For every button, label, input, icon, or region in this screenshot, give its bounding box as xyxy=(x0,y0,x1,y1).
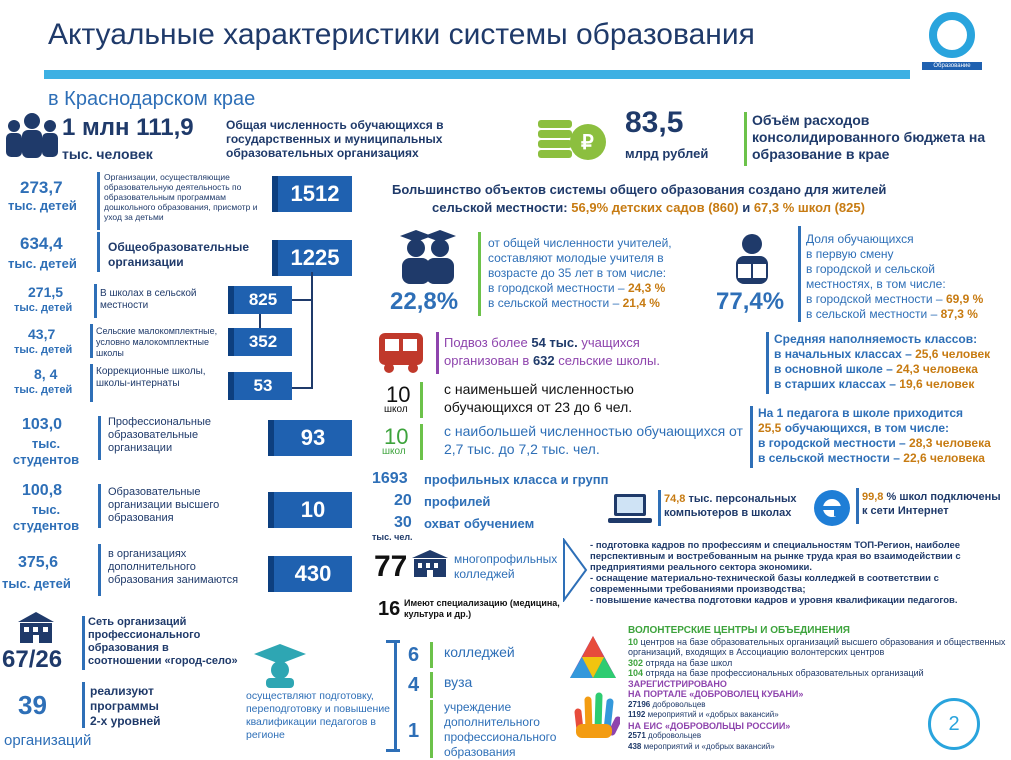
big-schools-divider xyxy=(420,424,423,460)
logo-ring-icon xyxy=(929,12,975,58)
row4-desc: Коррекционные школы, школы-интернаты xyxy=(96,366,206,389)
first-shift-l1: Доля обучающихся xyxy=(806,232,914,246)
volunteers-portal1: НА ПОРТАЛЕ «ДОБРОВОЛЕЦ КУБАНИ» xyxy=(628,689,804,699)
orgs39-t4: организаций xyxy=(4,732,92,749)
orgs39-t1: реализуют xyxy=(90,684,154,698)
logo xyxy=(922,12,982,90)
row3-divider xyxy=(90,324,93,358)
trainer2-num: 4 xyxy=(408,674,420,696)
rural-p2: 67,3 % школ (825) xyxy=(753,200,865,215)
people-icon xyxy=(4,112,60,158)
volunteers-l1n: 10 xyxy=(628,636,639,647)
school-building-icon xyxy=(16,610,56,644)
bus-v3: 632 xyxy=(532,353,555,368)
volunteer-hand-icon xyxy=(572,690,620,740)
volunteers-reg: ЗАРЕГИСТРИРОВАНО xyxy=(628,678,727,689)
graduates-icon xyxy=(396,228,460,284)
row7-badge: 430 xyxy=(268,556,352,592)
per-teacher-v1: 28,3 человека xyxy=(909,436,991,450)
row5-badge: 93 xyxy=(268,420,352,456)
row3-desc: Сельские малокомплектные, условно малокомплектные школы xyxy=(96,326,218,358)
row7-desc: в организациях дополнительного образования занимаются xyxy=(108,548,239,586)
rural-line2a: сельской местности: xyxy=(432,200,568,215)
colleges-arrow-icon xyxy=(560,538,590,602)
teachers-l3: возрасте до 35 лет в том числе: xyxy=(488,266,667,280)
volunteers-l3: отряда на базе профессиональных образовательных организаций xyxy=(645,668,924,678)
big-schools-unit: школ xyxy=(382,446,406,457)
row2-divider xyxy=(94,284,97,318)
colleges-text: многопрофильных колледжей xyxy=(454,552,558,581)
internet-divider xyxy=(856,488,859,524)
row1-desc: Общеобразовательные организации xyxy=(108,240,250,269)
first-shift-divider xyxy=(798,226,801,322)
logo-text: Образование xyxy=(922,62,982,70)
volunteers-portal2: НА ЕИС «ДОБРОВОЛЬЦЫ РОССИИ» xyxy=(628,720,791,731)
profiles-n2: 20 xyxy=(394,492,412,509)
row2-num: 271,5 xyxy=(28,284,64,300)
page-number: 2 xyxy=(948,713,960,735)
college-building-icon xyxy=(410,548,450,578)
first-shift-text xyxy=(806,232,983,322)
volunteers-l1: центров на базе образовательных организаций высшего образования и общественных организаций, входящих в Ассоциацию волонтерских центров xyxy=(628,636,1006,657)
page-title: Актуальные характеристики системы образования xyxy=(48,18,755,51)
internet-value: 99,8 xyxy=(862,491,884,503)
row6-desc: Образовательные организации высшего образования xyxy=(108,486,220,524)
trainer2-text: вуза xyxy=(444,674,473,690)
network-ratio: 67/26 xyxy=(2,646,63,673)
browser-e-icon xyxy=(812,488,852,528)
volunteers-a4: 438 xyxy=(628,741,642,751)
volunteers-a1: 27196 xyxy=(628,699,651,709)
network-divider xyxy=(82,616,85,670)
college-goal-3-text: повышение качества подготовки кадров и уровня квалификации педагогов. xyxy=(595,595,958,606)
volunteers-l2n: 302 xyxy=(628,657,644,668)
teachers-l1: от общей численности учителей, xyxy=(488,236,672,250)
rural-line1: Большинство объектов системы общего образования создано для жителей xyxy=(392,182,887,197)
big-schools-text: с наибольшей численностью обучающихся от 2,7 тыс. до 7,2 тыс. чел. xyxy=(444,423,743,457)
pcs-text: тыс. персональных компьютеров в школах xyxy=(664,493,797,519)
colleges-t2: Имеют специализацию (медицина, культура и др.) xyxy=(404,598,560,619)
college-goal-2-text: оснащение материально-технической базы колледжей в соответствии с современными требованиями производства; xyxy=(590,573,939,595)
volunteers-a2: 1192 xyxy=(628,710,646,719)
bus-text xyxy=(444,334,660,370)
trainer1-num: 6 xyxy=(408,644,420,666)
row3-num: 43,7 xyxy=(28,326,56,342)
row1-num: 634,4 xyxy=(20,234,63,253)
row7-num: 375,6 xyxy=(18,554,59,571)
trainer3-text: учреждение дополнительного профессионального образования xyxy=(444,700,557,759)
college-goal-1: - подготовка кадров по профессиям и специальностям ТОП-Регион, наиболее перспективным и востребованным на рынке труда края во взаимодействии с предприятиями реального сектора экономики. xyxy=(590,540,961,573)
per-teacher-v2: 22,6 человека xyxy=(903,451,985,465)
row6-badge: 10 xyxy=(268,492,352,528)
reading-student-icon xyxy=(726,232,778,284)
total-unit: тыс. человек xyxy=(62,146,153,162)
colleges-number: 77 xyxy=(374,550,408,583)
first-shift-l3: в городской и сельской xyxy=(806,262,936,276)
orgs39-t2: программы xyxy=(90,699,159,713)
small-schools-num: 10 xyxy=(386,382,411,407)
occupancy-r3: в старших классах – xyxy=(774,377,896,391)
profiles-t2: профилей xyxy=(424,494,491,509)
budget-desc: Объём расходов консолидированного бюджета на образование в крае xyxy=(752,112,986,162)
profiles-t1: профильных класса и групп xyxy=(424,472,609,487)
bus-divider xyxy=(436,332,439,374)
profiles-t3: охват обучением xyxy=(424,516,535,531)
colleges-n2: 16 xyxy=(378,598,401,620)
volunteers-title: ВОЛОНТЕРСКИЕ ЦЕНТРЫ И ОБЪЕДИНЕНИЯ xyxy=(628,625,850,636)
trainer1-text: колледжей xyxy=(444,644,515,660)
pcs-value: 74,8 xyxy=(664,493,686,505)
bus-t1: Подвоз более xyxy=(444,335,528,350)
row0-num: 273,7 xyxy=(20,178,63,197)
per-teacher-block xyxy=(758,406,991,466)
rural-and: и xyxy=(742,200,751,215)
per-teacher-r1: в городской местности – xyxy=(758,436,906,450)
page-subtitle: в Краснодарском крае xyxy=(48,88,256,110)
bus-t4: сельские школы. xyxy=(558,353,660,368)
pcs-divider xyxy=(658,490,661,526)
first-shift-l5: в городской местности – xyxy=(806,292,943,306)
title-underline xyxy=(44,70,910,79)
profiles-unit: тыс. чел. xyxy=(372,532,413,542)
row0-divider xyxy=(97,172,100,230)
training-bracket-side xyxy=(394,640,397,752)
network-title: Сеть организаций профессионального образования в соотношении «город-село» xyxy=(88,616,238,667)
profiles-n3: 30 xyxy=(394,514,412,531)
laptop-icon xyxy=(608,492,652,526)
occupancy-r1: в начальных классах – xyxy=(774,347,912,361)
budget-unit: млрд рублей xyxy=(625,146,709,161)
row5-num: 103,0 xyxy=(22,416,63,433)
row2-unit: тыс. детей xyxy=(14,302,73,314)
teachers-l2: составляют молодые учителя в xyxy=(488,251,664,265)
graduate-hat-icon xyxy=(252,642,308,688)
per-teacher-title: На 1 педагога в школе приходится xyxy=(758,406,964,420)
volunteers-a4t: мероприятий и «добрых вакансий» xyxy=(643,741,775,751)
college-goal-2: - оснащение материально-технической базы колледжей в соответствии с современными требованиями производства; xyxy=(590,573,939,595)
occupancy-r2: в основной школе – xyxy=(774,362,893,376)
occupancy-v1: 25,6 человек xyxy=(915,347,991,361)
row3-unit: тыс. детей xyxy=(14,344,73,356)
row6-unit: тыс. студентов xyxy=(12,502,80,533)
row6-num: 100,8 xyxy=(22,482,63,499)
teachers-l4: в городской местности – xyxy=(488,281,625,295)
total-desc: Общая численность обучающихся в государственных и муниципальных образовательных организациях xyxy=(226,118,444,160)
first-shift-l2: в первую смену xyxy=(806,247,894,261)
total-number: 1 млн 111,9 xyxy=(62,114,194,141)
per-teacher-t0: обучающихся, в том числе: xyxy=(784,421,950,435)
volunteers-a3: 2571 xyxy=(628,731,646,740)
row0-desc: Организации, осуществляющие образовательную деятельность по образовательным программам дошкольного образования, присмотр и уход за детьми xyxy=(104,172,258,222)
training-bracket xyxy=(386,640,400,752)
volunteers-a2t: мероприятий и «добрых вакансий» xyxy=(647,710,779,719)
per-teacher-r2: в сельской местности – xyxy=(758,451,900,465)
rural-p1: 56,9% детских садов (860) xyxy=(571,200,739,215)
small-schools-text: с наименьшей численностью обучающихся от 23 до 6 чел. xyxy=(444,381,634,415)
teachers-v4: 24,3 % xyxy=(627,281,666,295)
college-goal-1-text: подготовка кадров по профессиям и специальностям ТОП-Регион, наиболее перспективным и востребованным на рынке труда края во взаимодействии с предприятиями реального сектора экономики. xyxy=(590,540,961,573)
volunteer-triangle-icon xyxy=(568,634,618,680)
row2-desc: В школах в сельской местности xyxy=(100,288,197,311)
row4-num: 8, 4 xyxy=(34,366,58,382)
row7-unit: тыс. детей xyxy=(2,576,71,591)
row4-badge: 53 xyxy=(228,372,292,400)
row1-divider xyxy=(97,232,100,272)
teachers-l5: в сельской местности – xyxy=(488,296,620,310)
occupancy-block xyxy=(774,332,990,392)
row1-unit: тыс. детей xyxy=(8,256,77,271)
small-schools-divider xyxy=(420,382,423,418)
bus-t3: организован в xyxy=(444,353,530,368)
teachers-v5: 21,4 % xyxy=(622,296,660,310)
occupancy-divider xyxy=(766,332,769,394)
page-number-circle xyxy=(928,698,980,750)
volunteers-l3n: 104 xyxy=(628,668,644,678)
first-shift-l4: местностях, в том числе: xyxy=(806,277,946,291)
orgs39-t3: 2-х уровней xyxy=(90,714,161,728)
row1-badge: 1225 xyxy=(272,240,352,276)
row4-divider xyxy=(90,364,93,402)
occupancy-title: Средняя наполняемость классов: xyxy=(774,332,978,346)
training-text: осуществляют подготовку, переподготовку и повышение квалификации педагогов в регионе xyxy=(246,690,391,741)
bus-t2: учащихся xyxy=(581,335,640,350)
row0-badge: 1512 xyxy=(272,176,352,212)
row0-unit: тыс. детей xyxy=(8,198,77,213)
bus-icon xyxy=(376,330,426,374)
bus-v1: 54 тыс. xyxy=(531,335,578,350)
per-teacher-divider xyxy=(750,406,753,468)
teachers-divider xyxy=(478,232,481,316)
row7-divider xyxy=(98,544,101,596)
coins-icon xyxy=(536,108,608,162)
teachers-text xyxy=(488,236,672,311)
trainer1-divider xyxy=(430,642,433,668)
tree-connector xyxy=(240,270,320,400)
row3-badge: 352 xyxy=(228,328,292,356)
occupancy-v2: 24,3 человека xyxy=(896,362,978,376)
budget-value: 83,5 xyxy=(625,106,684,139)
row2-badge: 825 xyxy=(228,286,292,314)
first-shift-v6: 87,3 % xyxy=(940,307,978,321)
trainer3-divider xyxy=(430,700,433,758)
budget-divider xyxy=(744,112,747,166)
teachers-pct: 22,8% xyxy=(390,288,459,315)
trainer2-divider xyxy=(430,672,433,698)
trainer3-num: 1 xyxy=(408,720,420,742)
first-shift-pct: 77,4% xyxy=(716,288,785,315)
pcs-block xyxy=(664,492,804,520)
college-goals xyxy=(590,540,1002,606)
first-shift-v5: 69,9 % xyxy=(945,292,984,306)
row5-unit: тыс. студентов xyxy=(12,436,80,467)
profiles-n1: 1693 xyxy=(372,470,408,487)
volunteers-a3t: добровольцев xyxy=(648,731,702,740)
occupancy-v3: 19,6 человек xyxy=(899,377,975,391)
row5-divider xyxy=(98,416,101,460)
row6-divider xyxy=(98,484,101,528)
per-teacher-v0: 25,5 xyxy=(758,421,782,435)
small-schools-unit: школ xyxy=(384,404,408,415)
volunteers-l2: отряда на базе школ xyxy=(645,657,733,668)
internet-text: % школ подключены к сети Интернет xyxy=(862,491,1001,517)
svg-text:₽: ₽ xyxy=(581,132,594,154)
row5-desc: Профессиональные образовательные организации xyxy=(108,416,212,454)
orgs39-number: 39 xyxy=(18,690,47,720)
college-goal-3: - повышение качества подготовки кадров и уровня квалификации педагогов. xyxy=(590,595,958,606)
rural-line2 xyxy=(432,200,865,215)
internet-block xyxy=(862,490,1008,518)
row4-unit: тыс. детей xyxy=(14,384,73,396)
first-shift-l6: в сельской местности – xyxy=(806,307,938,321)
volunteers-a1t: добровольцев xyxy=(652,699,706,709)
orgs39-divider xyxy=(82,682,85,728)
big-schools-num: 10 xyxy=(384,424,409,449)
